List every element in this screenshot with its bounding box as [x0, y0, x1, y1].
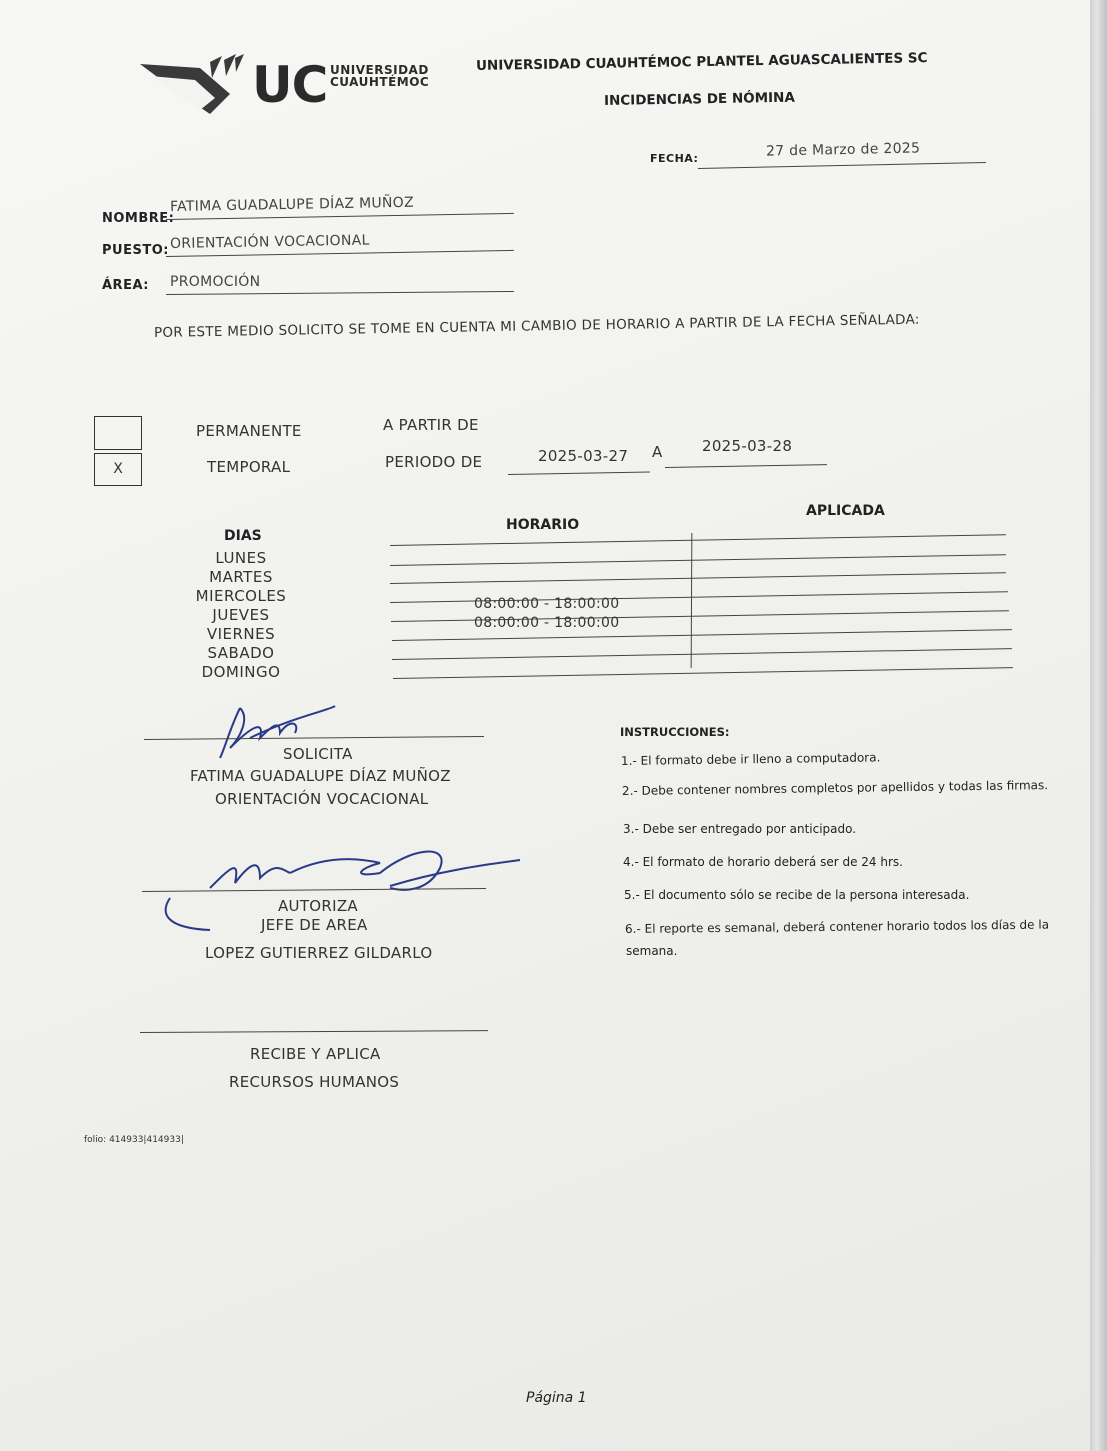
solicita-position: ORIENTACIÓN VOCACIONAL — [215, 790, 429, 808]
nombre-value: FATIMA GUADALUPE DÍAZ MUÑOZ — [169, 194, 415, 215]
instruction-1: 1.- El formato debe ir lleno a computadora. — [620, 750, 881, 768]
autoriza-name: LOPEZ GUTIERREZ GILDARLO — [205, 944, 433, 962]
day-miercoles: MIERCOLES — [195, 587, 287, 605]
temporal-mark: X — [113, 461, 123, 477]
nombre-label: NOMBRE: — [102, 211, 175, 226]
aplicada-header: APLICADA — [806, 503, 885, 519]
horario-jueves: 08:00:00 - 18:00:00 — [474, 596, 620, 612]
area-label: ÁREA: — [102, 278, 149, 293]
instruction-6-cont: semana. — [626, 944, 678, 958]
request-text: POR ESTE MEDIO SOLICITO SE TOME EN CUENTA MI CAMBIO DE HORARIO A PARTIR DE LA FECHA SEÑALADA: — [153, 311, 920, 341]
solicita-label: SOLICITA — [283, 745, 353, 763]
instruction-4: 4.- El formato de horario deberá ser de 24 hrs. — [623, 855, 903, 869]
permanente-checkbox[interactable] — [94, 416, 142, 450]
logo-wings-icon — [140, 54, 250, 118]
a-partir-de-label: A PARTIR DE — [383, 416, 479, 434]
background-edge — [1090, 0, 1107, 1451]
logo — [140, 54, 440, 118]
solicita-name: FATIMA GUADALUPE DÍAZ MUÑOZ — [190, 767, 451, 785]
folio-text: folio: 414933|414933| — [84, 1135, 184, 1145]
page-number: Página 1 — [526, 1390, 587, 1406]
puesto-value: ORIENTACIÓN VOCACIONAL — [169, 232, 370, 252]
autoriza-label: AUTORIZA — [278, 897, 358, 915]
temporal-label: TEMPORAL — [207, 458, 291, 476]
horario-viernes: 08:00:00 - 18:00:00 — [474, 615, 620, 631]
periodo-de-label: PERIODO DE — [385, 453, 483, 471]
temporal-checkbox[interactable] — [94, 453, 142, 486]
fecha-value: 27 de Marzo de 2025 — [765, 140, 921, 160]
day-martes: MARTES — [209, 568, 273, 586]
instruction-3: 3.- Debe ser entregado por anticipado. — [623, 822, 857, 836]
instruction-6: 6.- El reporte es semanal, deberá contener horario todos los días de la — [624, 917, 1050, 936]
fecha-label: FECHA: — [650, 152, 699, 165]
instructions-title: INSTRUCCIONES: — [620, 725, 730, 739]
day-viernes: VIERNES — [206, 625, 276, 643]
day-domingo: DOMINGO — [201, 663, 281, 681]
instruction-2: 2.- Debe contener nombres completos por apellidos y todas las firmas. — [621, 778, 1049, 798]
institution-title: UNIVERSIDAD CUAUHTÉMOC PLANTEL AGUASCALIENTES SC — [475, 50, 928, 74]
recibe-dept: RECURSOS HUMANOS — [229, 1073, 400, 1091]
day-jueves: JUEVES — [212, 606, 270, 624]
day-sabado: SABADO — [207, 644, 275, 662]
logo-uc-text: UC — [252, 56, 328, 114]
logo-universidad-text: UNIVERSIDAD — [330, 63, 429, 77]
form-title: INCIDENCIAS DE NÓMINA — [603, 89, 796, 109]
autoriza-role: JEFE DE AREA — [261, 916, 368, 934]
permanente-label: PERMANENTE — [196, 422, 302, 440]
puesto-label: PUESTO: — [102, 243, 169, 258]
instruction-5: 5.- El documento sólo se recibe de la persona interesada. — [624, 888, 970, 902]
logo-cuauhtemoc-text: CUAUHTÉMOC — [330, 75, 430, 89]
area-value: PROMOCIÓN — [170, 274, 261, 290]
periodo-from-value: 2025-03-27 — [538, 447, 629, 465]
horario-header: HORARIO — [506, 517, 580, 533]
day-lunes: LUNES — [215, 549, 267, 567]
dias-header: DIAS — [224, 528, 262, 544]
periodo-separator: A — [652, 443, 663, 461]
recibe-label: RECIBE Y APLICA — [250, 1045, 381, 1063]
days-column — [190, 549, 292, 682]
periodo-to-value: 2025-03-28 — [702, 437, 793, 455]
